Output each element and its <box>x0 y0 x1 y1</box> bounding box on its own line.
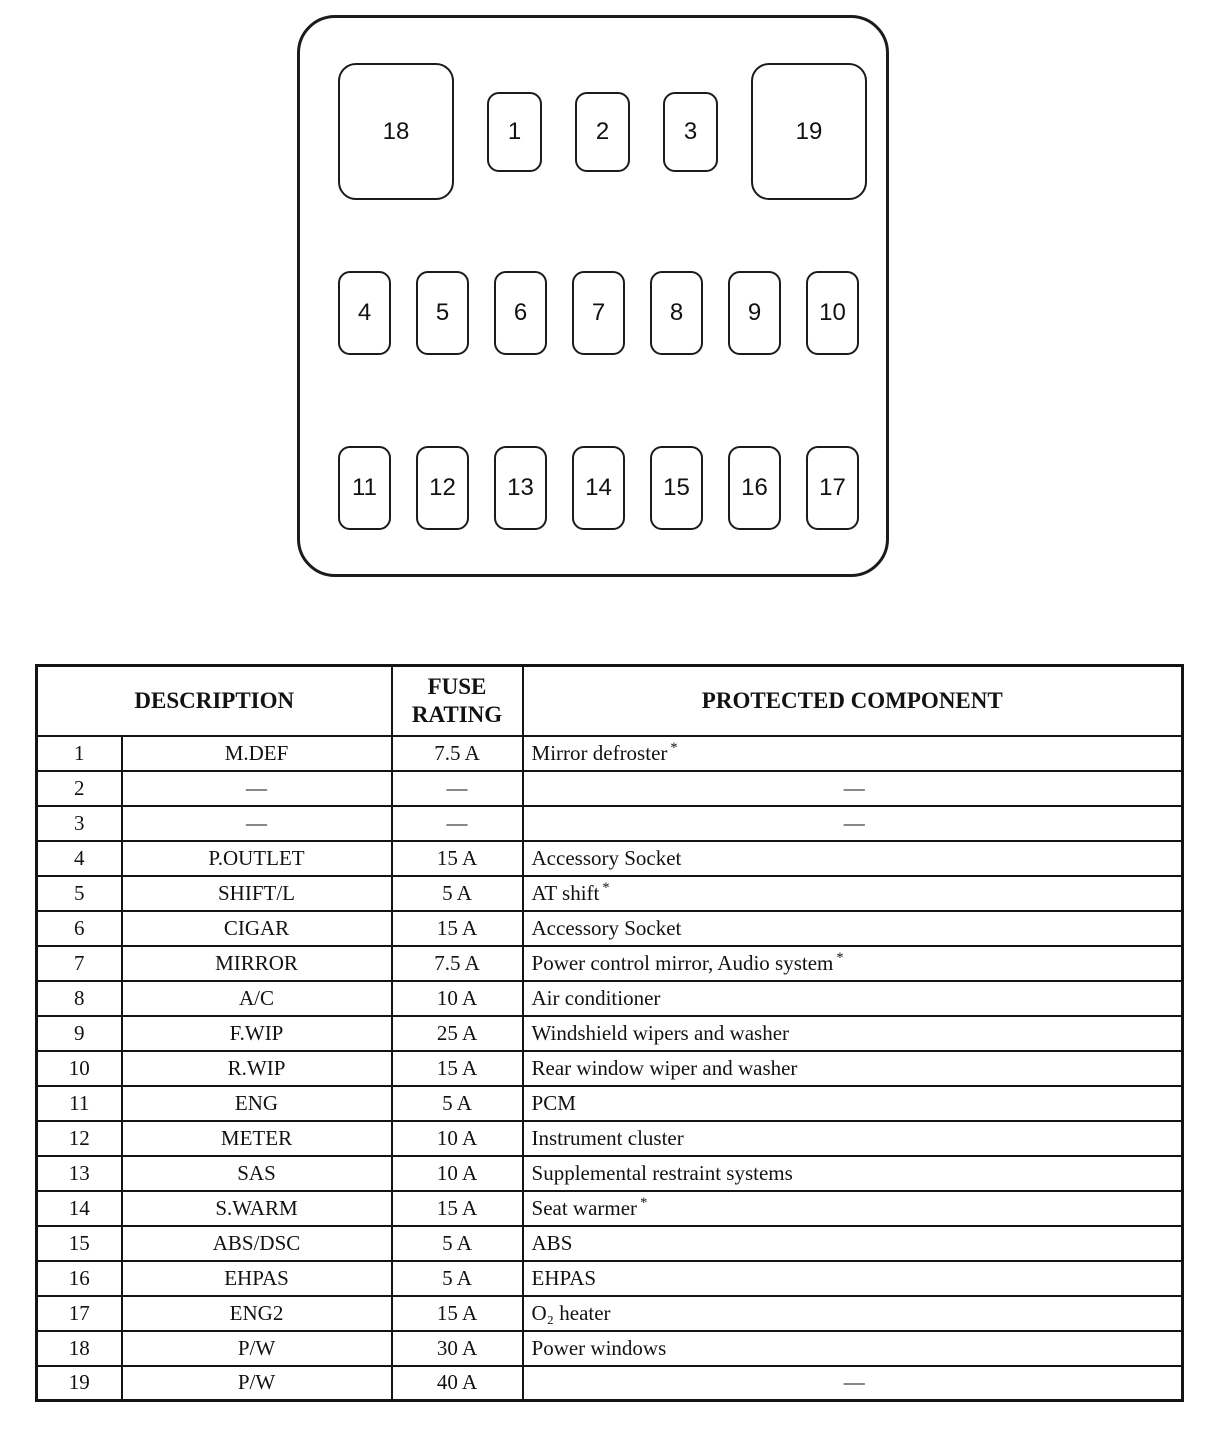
fuse-table <box>35 664 1184 1402</box>
fuse-number-cell <box>37 1296 122 1331</box>
fuse-description: METER <box>220 1125 293 1150</box>
protected-component: — <box>843 1370 865 1395</box>
protected-component-cell <box>523 736 1183 771</box>
fuse-number: 12 <box>68 1125 90 1150</box>
protected-component: Power control mirror, Audio system <box>531 951 834 975</box>
fuse-number-cell <box>37 876 122 911</box>
fuse-description: P/W <box>237 1370 276 1395</box>
fuse-diagram-row-1 <box>338 63 867 200</box>
fuse-description-cell <box>122 876 392 911</box>
protected-component: Air conditioner <box>531 985 661 1010</box>
protected-component-cell <box>523 1156 1183 1191</box>
fuse-slot-12: 12 <box>416 446 469 530</box>
protected-component-cell <box>523 1331 1183 1366</box>
fuse-rating-cell <box>392 1191 523 1226</box>
protected-component: Windshield wipers and washer <box>531 1020 790 1045</box>
protected-component-cell <box>523 771 1183 806</box>
fuse-diagram-row-2 <box>338 271 859 355</box>
protected-component-cell <box>523 806 1183 841</box>
table-row <box>37 806 1183 841</box>
fuse-number-cell <box>37 1366 122 1401</box>
fuse-description: MIRROR <box>215 950 298 975</box>
table-row <box>37 736 1183 771</box>
table-row <box>37 1296 1183 1331</box>
fuse-diagram-row-3 <box>338 446 859 530</box>
protected-component-cell <box>523 1366 1183 1401</box>
fuse-rating-cell <box>392 806 523 841</box>
fuse-description-cell <box>122 1156 392 1191</box>
fuse-description-cell <box>122 1331 392 1366</box>
table-row <box>37 1051 1183 1086</box>
fuse-number: 18 <box>68 1335 90 1360</box>
table-row <box>37 1086 1183 1121</box>
protected-component: Supplemental restraint systems <box>531 1160 793 1185</box>
fuse-rating: 10 A <box>436 985 478 1010</box>
fuse-rating-cell <box>392 1086 523 1121</box>
fuse-description-cell <box>122 1226 392 1261</box>
fuse-rating-cell <box>392 1156 523 1191</box>
fuse-rating-cell <box>392 1296 523 1331</box>
protected-component: Rear window wiper and washer <box>531 1055 798 1080</box>
asterisk-note: * <box>640 1195 648 1211</box>
fuse-number-cell <box>37 1261 122 1296</box>
fuse-slot-14: 14 <box>572 446 625 530</box>
fuse-slot-2: 2 <box>575 92 630 172</box>
fuse-rating-cell <box>392 1366 523 1401</box>
fuse-number: 7 <box>74 950 85 975</box>
fuse-description-cell <box>122 806 392 841</box>
fuse-rating: 7.5 A <box>434 740 480 765</box>
protected-component: Seat warmer <box>531 1196 638 1220</box>
fuse-slot-10: 10 <box>806 271 859 355</box>
fuse-description: R.WIP <box>227 1055 286 1080</box>
fuse-slot-8: 8 <box>650 271 703 355</box>
fuse-rating-cell <box>392 981 523 1016</box>
fuse-description-cell <box>122 1051 392 1086</box>
table-row <box>37 1226 1183 1261</box>
fuse-number: 11 <box>69 1090 90 1115</box>
fuse-rating: 15 A <box>436 1300 478 1325</box>
fuse-rating-cell <box>392 1121 523 1156</box>
fuse-description-cell <box>122 1086 392 1121</box>
protected-component: AT shift <box>531 881 600 905</box>
fuse-slot-4: 4 <box>338 271 391 355</box>
fuse-description-cell <box>122 981 392 1016</box>
fuse-number-cell <box>37 1331 122 1366</box>
fuse-description-cell <box>122 911 392 946</box>
fuse-rating: 15 A <box>436 845 478 870</box>
fuse-description: SAS <box>237 1160 276 1185</box>
fuse-slot-9: 9 <box>728 271 781 355</box>
protected-component: Mirror defroster <box>531 741 668 765</box>
fuse-number-cell <box>37 911 122 946</box>
table-row <box>37 1331 1183 1366</box>
fuse-description: EHPAS <box>224 1265 289 1290</box>
fuse-slot-18: 18 <box>338 63 454 200</box>
fuse-number-cell <box>37 1121 122 1156</box>
fuse-slot-1: 1 <box>487 92 542 172</box>
fuse-number-cell <box>37 1191 122 1226</box>
fuse-rating: — <box>446 810 468 835</box>
fuse-description: — <box>246 810 267 835</box>
fuse-description: M.DEF <box>224 740 289 765</box>
protected-component: — <box>843 810 865 835</box>
protected-component-cell <box>523 1261 1183 1296</box>
fuse-description: A/C <box>239 985 275 1010</box>
fuse-number: 10 <box>68 1055 90 1080</box>
fuse-slot-19: 19 <box>751 63 867 200</box>
fuse-slot-17: 17 <box>806 446 859 530</box>
fuse-description-cell <box>122 771 392 806</box>
fuse-rating: 15 A <box>436 1195 478 1220</box>
table-header-row <box>37 666 1183 736</box>
fuse-description-cell <box>122 736 392 771</box>
fuse-rating: 40 A <box>436 1370 478 1395</box>
fuse-rating-cell <box>392 1261 523 1296</box>
fuse-description: P/W <box>237 1335 276 1360</box>
protected-component-cell <box>523 1051 1183 1086</box>
fuse-description: ENG2 <box>229 1300 284 1325</box>
asterisk-note: * <box>670 740 678 756</box>
fuse-number-cell <box>37 981 122 1016</box>
protected-component: ABS <box>531 1230 573 1255</box>
protected-component: Accessory Socket <box>531 845 682 870</box>
protected-component-cell <box>523 1226 1183 1261</box>
asterisk-note: * <box>836 950 844 966</box>
fuse-rating: 5 A <box>442 880 472 905</box>
fuse-description: ABS/DSC <box>212 1230 301 1255</box>
fuse-rating: 25 A <box>436 1020 478 1045</box>
fuse-number-cell <box>37 771 122 806</box>
fuse-number: 1 <box>74 740 85 765</box>
fuse-rating-cell <box>392 771 523 806</box>
fuse-rating: 5 A <box>442 1230 472 1255</box>
table-row <box>37 1016 1183 1051</box>
protected-component-cell <box>523 981 1183 1016</box>
fuse-number: 16 <box>68 1265 90 1290</box>
fuse-rating-cell <box>392 1331 523 1366</box>
protected-component-cell <box>523 1121 1183 1156</box>
fuse-number: 19 <box>68 1370 90 1395</box>
fuse-slot-6: 6 <box>494 271 547 355</box>
protected-component-cell <box>523 1296 1183 1331</box>
fuse-number-cell <box>37 736 122 771</box>
fuse-slot-16: 16 <box>728 446 781 530</box>
fuse-rating-cell <box>392 946 523 981</box>
fuse-rating: 5 A <box>442 1265 472 1290</box>
fuse-number: 15 <box>68 1230 90 1255</box>
fuse-rating-cell <box>392 876 523 911</box>
table-row <box>37 1366 1183 1401</box>
fuse-number-cell <box>37 1051 122 1086</box>
fuse-slot-7: 7 <box>572 271 625 355</box>
protected-component-cell <box>523 911 1183 946</box>
fuse-number-cell <box>37 1016 122 1051</box>
table-row <box>37 841 1183 876</box>
fuse-number: 17 <box>68 1300 90 1325</box>
fuse-number: 14 <box>68 1195 90 1220</box>
fuse-slot-13: 13 <box>494 446 547 530</box>
fuse-table-body <box>37 736 1183 1401</box>
fuse-description-cell <box>122 841 392 876</box>
table-row <box>37 876 1183 911</box>
table-row <box>37 981 1183 1016</box>
table-row <box>37 946 1183 981</box>
fuse-number: 3 <box>74 810 85 835</box>
fuse-rating: — <box>446 775 468 800</box>
fuse-description-cell <box>122 1016 392 1051</box>
fuse-description-cell <box>122 1296 392 1331</box>
protected-component: EHPAS <box>531 1265 597 1290</box>
protected-component-cell <box>523 1191 1183 1226</box>
fuse-number-cell <box>37 1086 122 1121</box>
fuse-slot-3: 3 <box>663 92 718 172</box>
fuse-slot-15: 15 <box>650 446 703 530</box>
fuse-description: CIGAR <box>223 915 290 940</box>
fuse-number-cell <box>37 946 122 981</box>
fuse-rating-cell <box>392 841 523 876</box>
fuse-rating: 30 A <box>436 1335 478 1360</box>
fuse-rating-cell <box>392 911 523 946</box>
fuse-number-cell <box>37 1156 122 1191</box>
fuse-description: ENG <box>234 1090 279 1115</box>
fuse-number-cell <box>37 1226 122 1261</box>
fuse-rating-cell <box>392 1016 523 1051</box>
fuse-description-cell <box>122 1121 392 1156</box>
protected-component-cell <box>523 946 1183 981</box>
fuse-number: 9 <box>74 1020 85 1045</box>
fuse-description-cell <box>122 946 392 981</box>
fuse-rating: 10 A <box>436 1125 478 1150</box>
fuse-rating: 15 A <box>436 915 478 940</box>
protected-component-cell <box>523 876 1183 911</box>
fuse-rating: 10 A <box>436 1160 478 1185</box>
fuse-number-cell <box>37 841 122 876</box>
fuse-rating-cell <box>392 1051 523 1086</box>
table-row <box>37 911 1183 946</box>
protected-component-cell <box>523 1086 1183 1121</box>
fuse-number-cell <box>37 806 122 841</box>
col-header-fuse-rating: FUSE RATING <box>392 666 523 736</box>
protected-component-cell <box>523 841 1183 876</box>
fuse-rating: 5 A <box>442 1090 472 1115</box>
fuse-rating-cell <box>392 736 523 771</box>
table-row <box>37 1156 1183 1191</box>
fuse-box-diagram <box>297 15 889 577</box>
table-row <box>37 1261 1183 1296</box>
protected-component: Power windows <box>531 1335 667 1360</box>
table-row <box>37 1191 1183 1226</box>
protected-component: O₂ heater <box>531 1300 611 1325</box>
col-header-protected-component: PROTECTED COMPONENT <box>523 666 1183 736</box>
table-row <box>37 1121 1183 1156</box>
fuse-number: 8 <box>74 985 85 1010</box>
protected-component: Instrument cluster <box>531 1125 684 1150</box>
protected-component: Accessory Socket <box>531 915 682 940</box>
fuse-description: — <box>246 775 267 800</box>
fuse-slot-11: 11 <box>338 446 391 530</box>
protected-component: PCM <box>531 1090 576 1115</box>
asterisk-note: * <box>602 880 610 896</box>
protected-component-cell <box>523 1016 1183 1051</box>
fuse-number: 2 <box>74 775 85 800</box>
fuse-description-cell <box>122 1366 392 1401</box>
fuse-number: 6 <box>74 915 85 940</box>
protected-component: — <box>843 775 865 800</box>
fuse-number: 4 <box>74 845 85 870</box>
fuse-description: SHIFT/L <box>218 880 296 905</box>
fuse-description: P.OUTLET <box>208 845 305 870</box>
col-header-description: DESCRIPTION <box>37 666 392 736</box>
fuse-rating-cell <box>392 1226 523 1261</box>
fuse-description: F.WIP <box>229 1020 284 1045</box>
fuse-description-cell <box>122 1191 392 1226</box>
fuse-number: 5 <box>74 880 85 905</box>
fuse-number: 13 <box>68 1160 90 1185</box>
fuse-description: S.WARM <box>215 1195 298 1220</box>
fuse-slot-5: 5 <box>416 271 469 355</box>
fuse-description-cell <box>122 1261 392 1296</box>
fuse-rating: 7.5 A <box>434 950 480 975</box>
fuse-rating: 15 A <box>436 1055 478 1080</box>
table-row <box>37 771 1183 806</box>
